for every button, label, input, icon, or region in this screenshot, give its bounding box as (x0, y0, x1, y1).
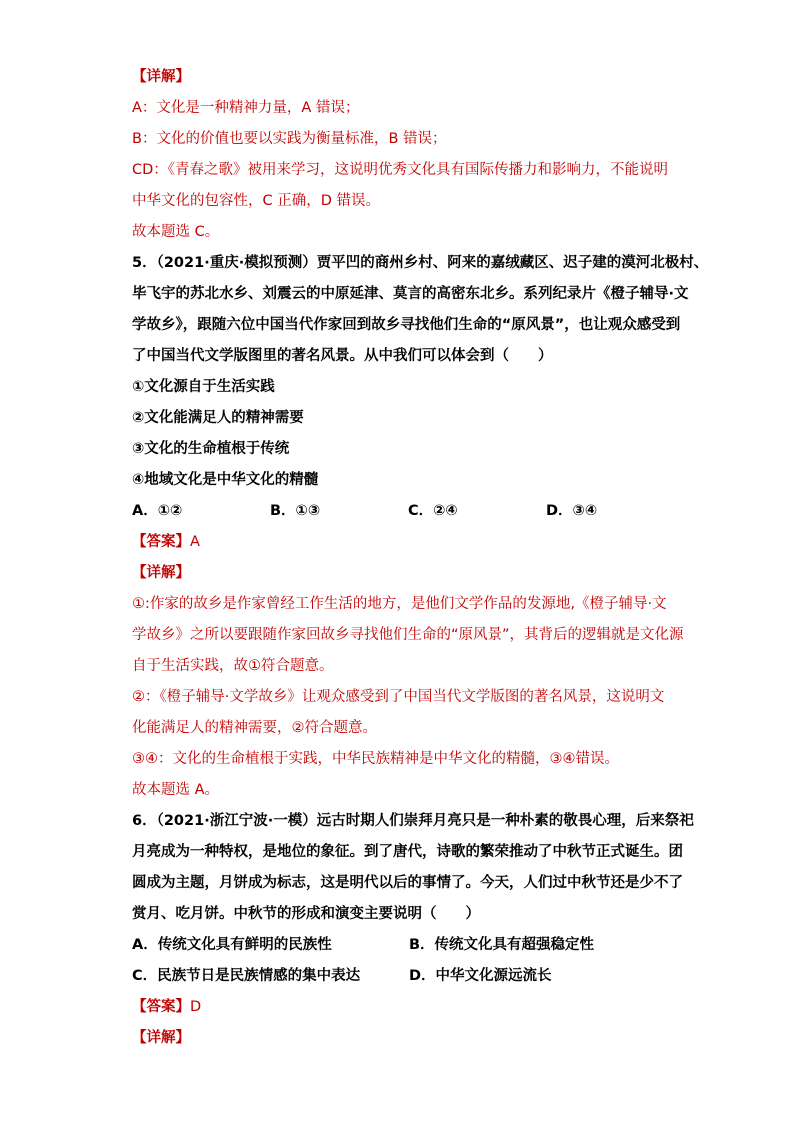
question-6-stem: 圆成为主题，月饼成为标志，这是明代以后的事情了。今天，人们过中秋节还是少不了 (132, 875, 683, 891)
answer-line (132, 992, 672, 1023)
answer-value: D (190, 999, 202, 1015)
answer-line (132, 527, 672, 558)
statement-3: ③文化的生命植根于传统 (132, 441, 290, 457)
option-b: B．传统文化具有超强稳定性 (409, 937, 595, 953)
explanation-line: CD：《青春之歌》被用来学习，这说明优秀文化具有国际传播力和影响力，不能说明 (132, 162, 669, 178)
question-6-options-row-2 (132, 961, 672, 992)
explanation-line: 学故乡》之所以要跟随作家回故乡寻找他们生命的“原风景”，其背后的逻辑就是文化源 (132, 627, 684, 643)
explanation-line: A：文化是一种精神力量，A 错误； (132, 100, 360, 116)
xiangjie-label: 【详解】 (132, 565, 190, 581)
explanation-line: 自于生活实践，故①符合题意。 (132, 658, 334, 674)
answer-value: A (190, 534, 200, 550)
explanation-line: ③④：文化的生命植根于实践，中华民族精神是中华文化的精髓，③④错误。 (132, 751, 619, 767)
question-5-stem: 学故乡》，跟随六位中国当代作家回到故乡寻找他们生命的“原风景”，也让观众感受到 (132, 317, 681, 333)
question-5-stem: 5．（2021·重庆·模拟预测）贾平凹的商州乡村、阿来的嘉绒藏区、迟子建的漠河北极村、 (132, 255, 709, 271)
xiangjie-label: 【详解】 (132, 69, 190, 85)
option-d: D．③④ (546, 503, 598, 519)
question-6-stem: 6．（2021·浙江宁波·一模）远古时期人们崇拜月亮只是一种朴素的敬畏心理，后来祭祀 (132, 813, 694, 829)
explanation-line: ①:作家的故乡是作家曾经工作生活的地方，是他们文学作品的发源地,《橙子辅导·文 (132, 596, 667, 612)
option-d: D．中华文化源远流长 (409, 968, 552, 984)
question-6-stem: 月亮成为一种特权，是地位的象征。到了唐代，诗歌的繁荣推动了中秋节正式诞生。团 (132, 844, 683, 860)
option-c: C．②④ (408, 503, 458, 519)
answer-label: 【答案】 (132, 534, 190, 550)
explanation-line: ②：《橙子辅导·文学故乡》让观众感受到了中国当代文学版图的著名风景，这说明文 (132, 689, 665, 705)
option-b: B．①③ (270, 503, 321, 519)
answer-label: 【答案】 (132, 999, 190, 1015)
explanation-line: B：文化的价值也要以实践为衡量标准，B 错误； (132, 131, 447, 147)
option-c: C．民族节日是民族情感的集中表达 (132, 968, 361, 984)
question-6-options-row-1 (132, 930, 672, 961)
conclusion-line: 故本题选 C。 (132, 224, 220, 240)
conclusion-line: 故本题选 A。 (132, 782, 220, 798)
question-5-options (132, 496, 672, 527)
question-5-stem: 了中国当代文学版图里的著名风景。从中我们可以体会到（ ） (132, 348, 553, 364)
statement-4: ④地域文化是中华文化的精髓 (132, 472, 319, 488)
explanation-line: 化能满足人的精神需要，②符合题意。 (132, 720, 377, 736)
question-5-stem: 毕飞宇的苏北水乡、刘震云的中原延津、莫言的高密东北乡。系列纪录片《橙子辅导·文 (132, 286, 689, 302)
question-6-stem: 赏月、吃月饼。中秋节的形成和演变主要说明（ ） (132, 906, 480, 922)
statement-2: ②文化能满足人的精神需要 (132, 410, 304, 426)
document-page (132, 62, 709, 1054)
option-a: A．①② (132, 503, 183, 519)
option-a: A．传统文化具有鲜明的民族性 (132, 937, 332, 953)
statement-1: ①文化源自于生活实践 (132, 379, 275, 395)
explanation-line: 中华文化的包容性，C 正确，D 错误。 (132, 193, 381, 209)
xiangjie-label: 【详解】 (132, 1030, 190, 1046)
